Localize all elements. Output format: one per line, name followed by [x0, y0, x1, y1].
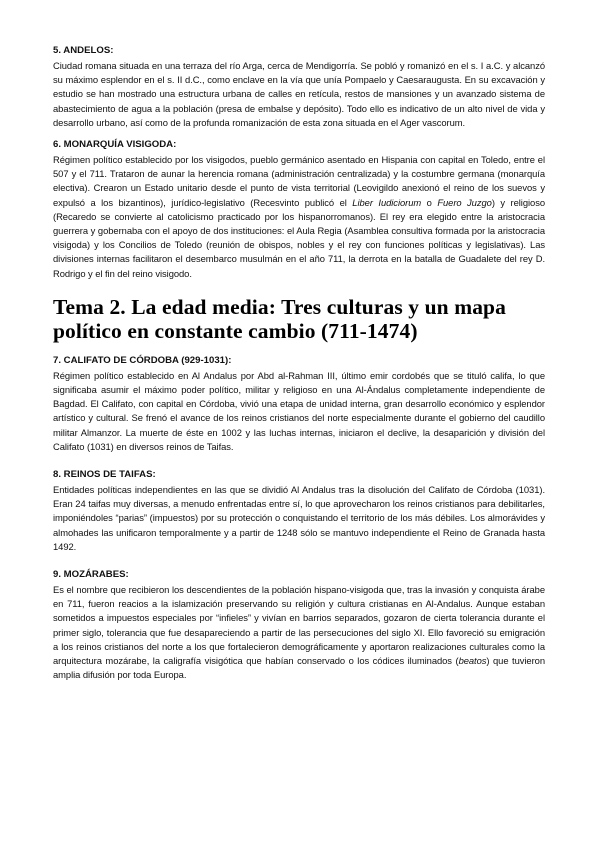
section-text	[53, 583, 545, 682]
section-monarquia-visigoda	[53, 138, 545, 281]
section-reinos-taifas	[53, 468, 545, 554]
text-part: o	[421, 196, 438, 208]
section-text: Régimen político establecido en Al Andalus por Abd al-Rahman III, último emir cordobés que se tituló califa, lo que significaba asumir el máximo poder político, militar y religioso en una Al-Ándalus completamente independiente de Bagdad. El Califato, con capital en Córdoba, vivió una etapa de unidad interna, gran desarrollo económico y esplendor artístico y cultural. Se frenó el avance de los reinos cristianos del norte especialmente durante el gobierno del caudillo militar Almanzor. La muerte de éste en 1002 y las luchas internas, iniciaron el declive, la desaparición y división del Califato (1031) en diversos reinos de Taifas.	[53, 369, 545, 452]
tema-title: Tema 2. La edad media: Tres culturas y un mapa político en constante cambio (711-1474)	[53, 294, 506, 343]
italic-term: beatos	[458, 655, 487, 667]
section-heading: 5. ANDELOS:	[53, 45, 114, 56]
section-text: Entidades políticas independientes en las que se dividió Al Andalus tras la disolución del Califato de Córdoba (1031). Eran 24 taifas muy diversas, a menudo enfrentadas entre sí, lo que aprovecharon los reinos cristianos para debilitarles, imponiéndoles “parias” (impuestos) por su protección o conquistando el territorio de los más débiles. Los almorávides y almohades las unificaron temporalmente y a partir de 1248 sólo se mantuvo independiente el Reino de Granada hasta 1492.	[53, 484, 545, 552]
section-mozarabes	[53, 568, 545, 682]
section-heading: 7. CALIFATO DE CÓRDOBA (929-1031):	[53, 354, 232, 366]
text-part: Régimen político establecido por los visigodos, pueblo germánico asentado en Hispania con capital en Toledo, entre el 507 y el 711. Trataron de aunar la herencia romana (administración centralizada) y la costumbre germana (monarquía electiva). Crearon un Estado unitario desde el punto de vista territorial (Leovigildo anexionó el reino de los suevos y expulsó a los bizantinos), jurídico-legislativo (Recesvinto publicó el	[53, 154, 545, 208]
italic-title: Liber Iudiciorum	[352, 196, 422, 208]
section-heading: 6. MONARQUÍA VISIGODA:	[53, 139, 177, 151]
section-heading: 9. MOZÁRABES:	[53, 569, 129, 581]
section-text: Ciudad romana situada en una terraza del río Arga, cerca de Mendigorría. Se pobló y romanizó en el s. I a.C. y alcanzó su máximo esplendor en el s. II d.C., como enclave en la vía que unía Pompaelo y Caesaraugusta. En su excavación y estudio se han mostrado una estructura urbana de calles en retícula, restos de mansiones y un avanzado sistema de abastecimiento de agua a la población (presa de embalse y depósito). Todo ello es indicativo de un alto nivel de vida y desarrollo urbano, así como de la profunda romanización de esta zona situada en el Ager vascorum.	[53, 60, 545, 128]
text-part: ) que tuvieron amplia difusión por toda Europa.	[53, 655, 545, 681]
text-part: ) y religioso (Recaredo se convierte al catolicismo practicado por los hispanorromanos). El rey era elegido entre la aristocracia guerrera y gobernaba con el apoyo de dos instituciones: el Aula Regia (Asamblea consultiva formada por la aristocracia visigoda) y los Concilios de Toledo (reunión de obispos, nobles y el rey con funciones políticas y legislativas). Las divisiones internas facilitaron el desembarco musulmán en el año 711, la derrota en la batalla de Guadalete del rey D. Rodrigo y el fin del reino visigodo.	[53, 196, 545, 279]
document-page	[53, 44, 545, 697]
section-califato-cordoba	[53, 354, 545, 454]
italic-title: Fuero Juzgo	[437, 196, 492, 208]
section-andelos	[53, 44, 545, 130]
section-text	[53, 153, 545, 281]
text-part: Es el nombre que recibieron los descendientes de la población hispano-visigoda que, tras la invasión y conquista árabe en 711, fueron reacios a la islamización preservando su religión y cultura cristianas en Al-Andalus. Aunque estaban sometidos a impuestos especiales por “infieles” y vivían en barrios separados, gozaron de cierta tolerancia durante el primer siglo, tolerancia que fue desapareciendo a partir de las persecuciones del siglo XI. Ello favoreció su emigración a los reinos cristianos del norte a los que fortalecieron demográficamente y aportaron realizaciones culturales como la arquitectura mozárabe, la caligrafía visigótica que habían conservado o los códices iluminados (	[53, 584, 545, 667]
section-heading: 8. REINOS DE TAIFAS:	[53, 469, 156, 481]
